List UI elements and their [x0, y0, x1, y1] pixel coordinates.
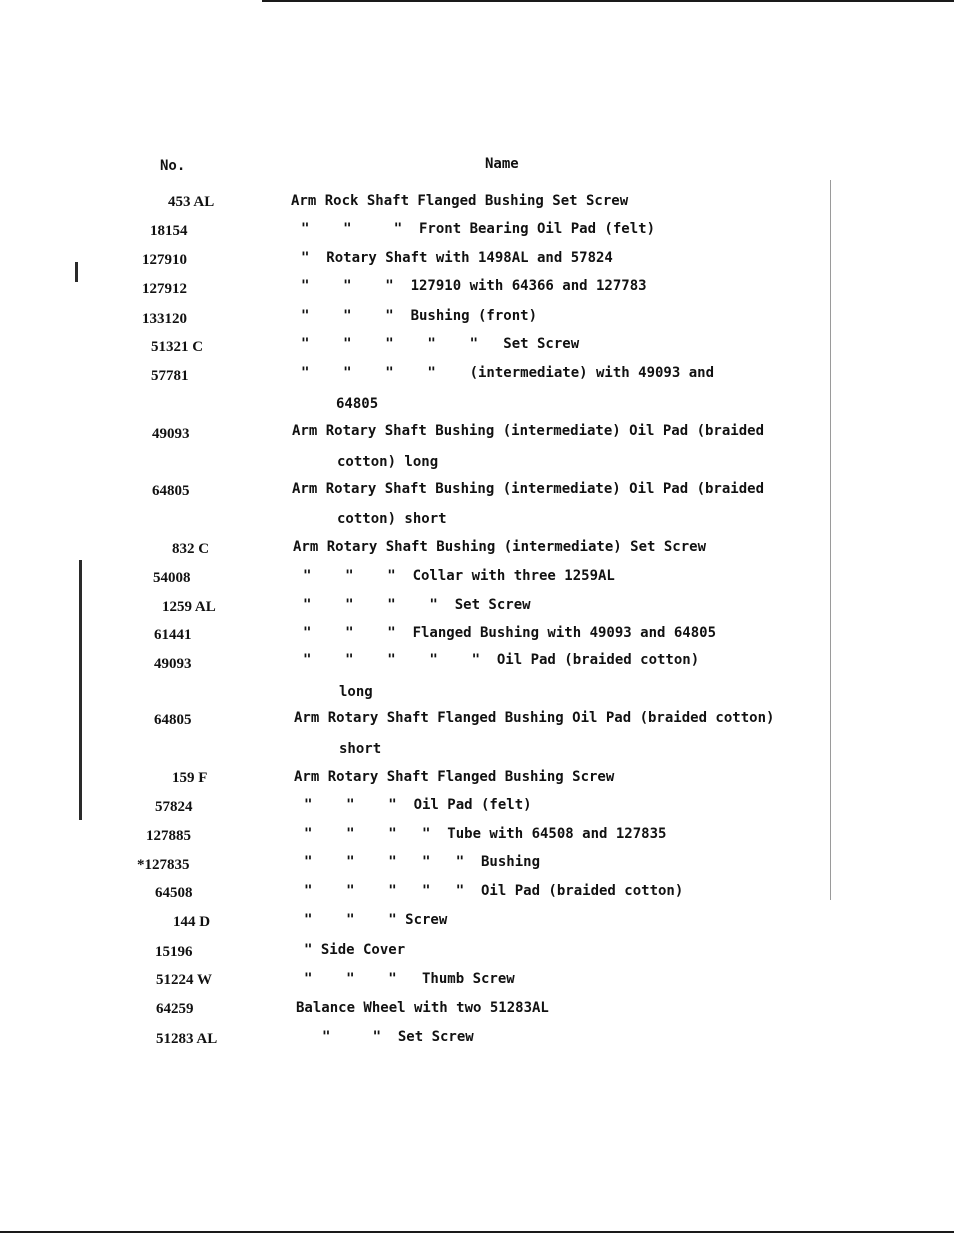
part-name: Arm Rotary Shaft Bushing (intermediate) Oil Pad (braided	[292, 423, 765, 439]
part-name: " " " Oil Pad (felt)	[304, 797, 532, 813]
margin-mark	[79, 560, 82, 820]
part-number: 51283 AL	[156, 1031, 218, 1047]
part-number: 144 D	[173, 914, 211, 930]
column-header-name: Name	[485, 156, 519, 172]
part-name-continued: long	[339, 684, 373, 700]
part-number: 49093	[152, 426, 190, 442]
part-name-continued: 64805	[336, 396, 379, 412]
part-name: Arm Rotary Shaft Bushing (intermediate) Set Screw	[293, 539, 707, 555]
part-name: " " " " " Bushing	[304, 854, 541, 870]
part-number: 127912	[142, 281, 187, 297]
part-name: " " " " Set Screw	[303, 597, 531, 613]
part-number: 51321 C	[151, 339, 204, 355]
part-number: 127910	[142, 252, 187, 268]
part-number: 64805	[152, 483, 190, 499]
scan-edge-top	[262, 0, 954, 2]
part-name: " " " Flanged Bushing with 49093 and 64805	[303, 625, 717, 641]
part-name: " Rotary Shaft with 1498AL and 57824	[301, 250, 613, 266]
part-number: 127885	[146, 828, 191, 844]
margin-mark	[75, 262, 78, 282]
part-name: " " " 127910 with 64366 and 127783	[301, 278, 647, 294]
scan-edge-bottom	[0, 1231, 954, 1233]
part-name: " " " " (intermediate) with 49093 and	[301, 365, 715, 381]
part-name: " " " Thumb Screw	[304, 971, 515, 987]
part-name: " " Set Screw	[322, 1029, 474, 1045]
part-name: Arm Rotary Shaft Flanged Bushing Oil Pad (braided cotton)	[294, 710, 775, 726]
part-number: 57781	[151, 368, 189, 384]
part-name: " " " " " Set Screw	[301, 336, 580, 352]
part-number: 54008	[153, 570, 191, 586]
part-name: Balance Wheel with two 51283AL	[296, 1000, 549, 1016]
margin-mark	[830, 180, 831, 900]
part-number: 64805	[154, 712, 192, 728]
part-number: 453 AL	[168, 194, 215, 210]
part-name-continued: cotton) short	[337, 511, 447, 527]
part-number: *127835	[137, 857, 190, 873]
part-name: Arm Rotary Shaft Bushing (intermediate) Oil Pad (braided	[292, 481, 765, 497]
part-number: 64508	[155, 885, 193, 901]
part-name: " " " Bushing (front)	[301, 308, 538, 324]
part-number: 51224 W	[156, 972, 212, 988]
part-name: " " " Collar with three 1259AL	[303, 568, 615, 584]
part-name: " " " " " Oil Pad (braided cotton)	[304, 883, 684, 899]
part-number: 832 C	[172, 541, 210, 557]
part-name: " " " Front Bearing Oil Pad (felt)	[301, 221, 656, 237]
part-name: Arm Rotary Shaft Flanged Bushing Screw	[294, 769, 615, 785]
part-number: 61441	[154, 627, 192, 643]
part-name: Arm Rock Shaft Flanged Bushing Set Screw	[291, 193, 629, 209]
part-number: 64259	[156, 1001, 194, 1017]
part-name: " " " Screw	[304, 912, 448, 928]
part-name: " " " " Tube with 64508 and 127835	[304, 826, 667, 842]
part-name-continued: cotton) long	[337, 454, 439, 470]
part-name: " " " " " Oil Pad (braided cotton)	[303, 652, 700, 668]
column-header-no: No.	[160, 158, 186, 174]
part-number: 159 F	[172, 770, 208, 786]
part-number: 49093	[154, 656, 192, 672]
part-number: 18154	[150, 223, 188, 239]
part-name: " Side Cover	[304, 942, 406, 958]
part-number: 133120	[142, 311, 187, 327]
part-number: 1259 AL	[162, 599, 216, 615]
part-number: 57824	[155, 799, 193, 815]
part-name-continued: short	[339, 741, 382, 757]
part-number: 15196	[155, 944, 193, 960]
